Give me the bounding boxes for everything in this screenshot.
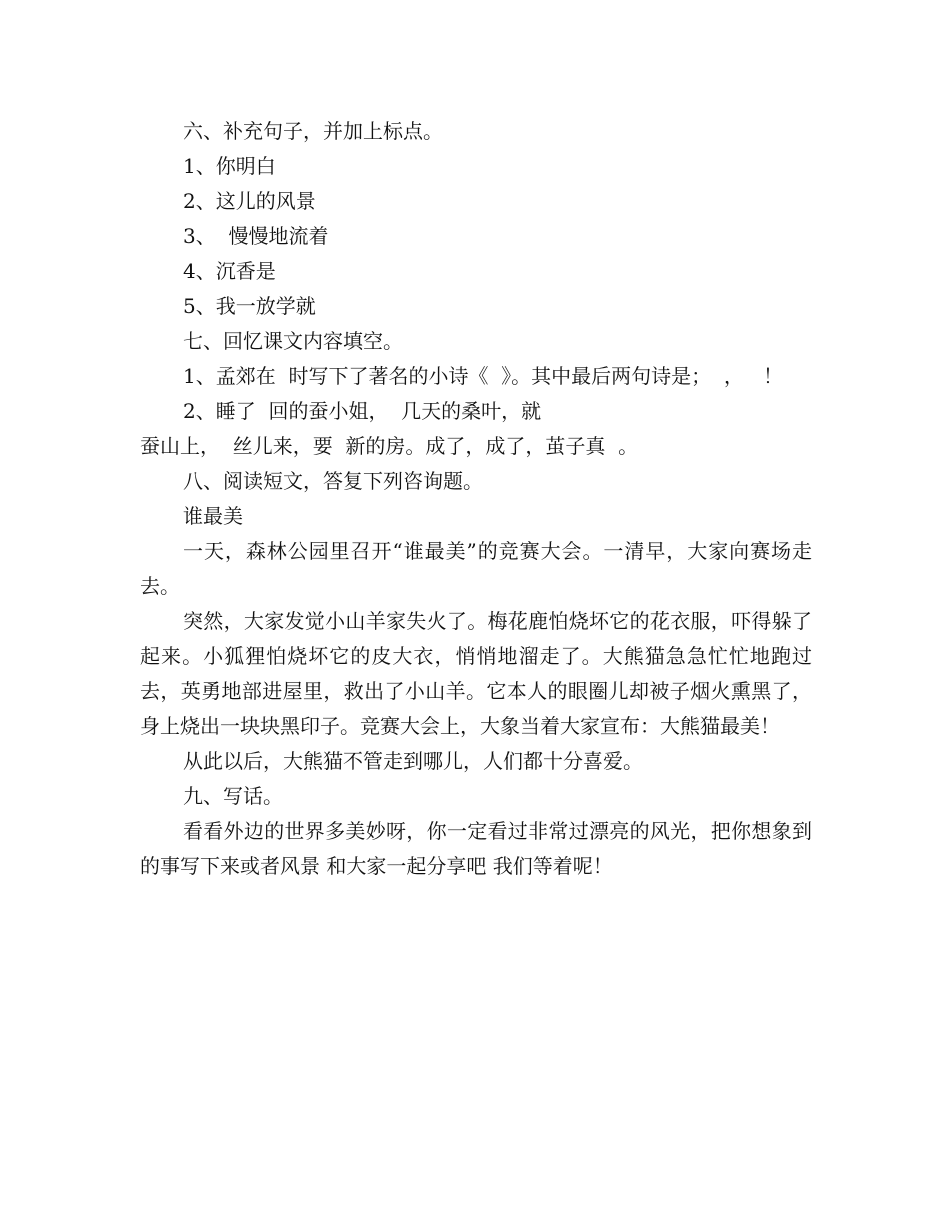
section-9-heading: 九、写话。 bbox=[183, 784, 283, 808]
section-9-paragraph: 看看外边的世界多美妙呀，你一定看过非常过漂亮的风光，把你想象到的事写下来或者风景 和大家一起分享吧 我们等着呢！ bbox=[140, 819, 812, 878]
section-7-item-2-line-2: 蚕山上， 丝儿来，要 新的房。成了，成了，茧子真 。 bbox=[140, 434, 639, 458]
story-paragraph-1: 一天，森林公园里召开“谁最美”的竞赛大会。一清早，大家向赛场走去。 bbox=[140, 539, 812, 598]
section-6-item-5: 5、我一放学就 bbox=[183, 294, 316, 318]
section-6-item-4: 4、沉香是 bbox=[183, 259, 276, 283]
section-7-heading: 七、回忆课文内容填空。 bbox=[183, 329, 403, 353]
story-paragraph-2: 突然，大家发觉小山羊家失火了。梅花鹿怕烧坏它的花衣服，吓得躲了起来。小狐狸怕烧坏它的皮大衣，悄悄地溜走了。大熊猫急急忙忙地跑过去，英勇地部进屋里，救出了小山羊。它本人的眼圈儿却被子烟火熏黑了，身上烧出一块块黑印子。竞赛大会上，大象当着大家宣布：大熊猫最美！ bbox=[140, 609, 812, 738]
document-body bbox=[140, 114, 812, 884]
section-6-item-3: 3、 慢慢地流着 bbox=[183, 224, 329, 248]
section-8-heading: 八、阅读短文，答复下列咨询题。 bbox=[183, 469, 483, 493]
section-7-item-2-line-1: 2、睡了 回的蚕小姐， 几天的桑叶，就 bbox=[183, 399, 542, 423]
section-6-item-1: 1、你明白 bbox=[183, 154, 276, 178]
section-6-item-2: 2、这儿的风景 bbox=[183, 189, 316, 213]
section-7-item-1: 1、孟郊在 时写下了著名的小诗《 》。其中最后两句诗是； ， ！ bbox=[183, 364, 783, 388]
story-title: 谁最美 bbox=[183, 504, 243, 528]
story-paragraph-3: 从此以后，大熊猫不管走到哪儿，人们都十分喜爱。 bbox=[183, 749, 643, 773]
section-6-heading: 六、补充句子，并加上标点。 bbox=[183, 119, 443, 143]
